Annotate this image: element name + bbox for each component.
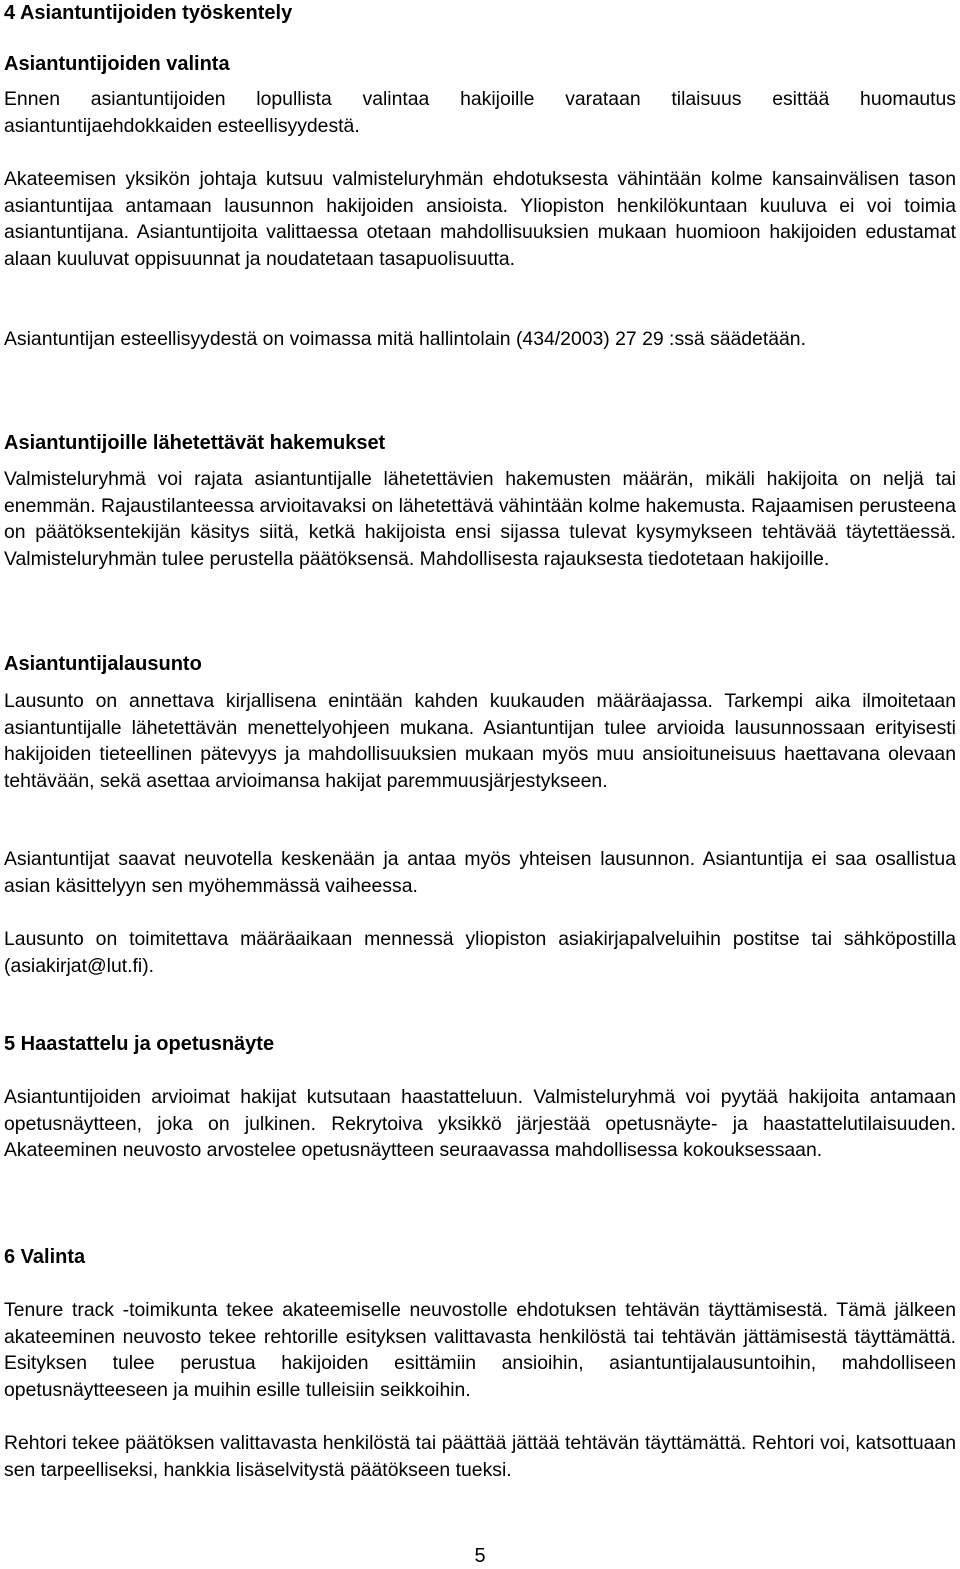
paragraph-valinta-2: Akateemisen yksikön johtaja kutsuu valmisteluryhmän ehdotuksesta vähintään kolme kansainvälisen tason asiantuntijaa antamaan lausunnon hakijoiden ansioista. Yliopiston henkilökuntaan kuuluva ei voi toimia asiantuntijana. Asiantuntijoita valittaessa otetaan mahdollisuuksien mukaan huomioon hakijoiden edustamat alaan kuuluvat oppisuunnat ja noudatetaan tasapuolisuutta.: [4, 168, 956, 270]
paragraph-lausunto-3: Lausunto on toimitettava määräaikaan mennessä yliopiston asiakirjapalveluihin postitse tai sähköpostilla (asiakirjat@lut.fi).: [4, 928, 956, 977]
paragraph-hakemukset-1: Valmisteluryhmä voi rajata asiantuntijalle lähetettävien hakemusten määrän, mikäli hakijoita on neljä tai enemmän. Rajaustilanteessa arvioitavaksi on lähetettävä vähintään kolme hakemusta. Rajaamisen perusteena on päätöksentekijän käsitys siitä, ketkä hakijoista ensi sijassa tulevat kysymykseen tehtävää täytettäessä. Valmisteluryhmän tulee perustella päätöksensä. Mahdollisesta rajauksesta tiedotetaan hakijoille.: [4, 468, 956, 570]
paragraph-valinta-6-1: Tenure track -toimikunta tekee akateemiselle neuvostolle ehdotuksen tehtävän täyttämisestä. Tämä jälkeen akateeminen neuvosto tekee rehtorille esityksen valittavasta henkilöstä tai tehtävän jättämisestä täyttämättä. Esityksen tulee perustua hakijoiden esittämiin ansioihin, asiantuntijalausuntoihin, mahdolliseen opetusnäytteeseen ja muihin esille tulleisiin seikkoihin.: [4, 1299, 956, 1401]
paragraph-valinta-6-2: Rehtori tekee päätöksen valittavasta henkilöstä tai päättää jättää tehtävän täyttämättä. Rehtori voi, katsottuaan sen tarpeelliseksi, hankkia lisäselvitystä päätökseen tueksi.: [4, 1432, 956, 1481]
subheading-asiantuntijalausunto: Asiantuntijalausunto: [4, 653, 202, 675]
paragraph-valinta-1: Ennen asiantuntijoiden lopullista valintaa hakijoille varataan tilaisuus esittää huomautus asiantuntijaehdokkaiden esteellisyydestä.: [4, 88, 956, 137]
paragraph-lausunto-2: Asiantuntijat saavat neuvotella keskenään ja antaa myös yhteisen lausunnon. Asiantuntija ei saa osallistua asian käsittelyyn sen myöhemmässä vaiheessa.: [4, 848, 956, 897]
paragraph-lausunto-1: Lausunto on annettava kirjallisena enintään kahden kuukauden määräajassa. Tarkempi aika ilmoitetaan asiantuntijalle lähetettävän menettelyohjeen mukana. Asiantuntijan tulee arvioida lausunnossaan erityisesti hakijoiden tieteellinen pätevyys ja mahdollisuuksien mukaan myös muu ansioituneisuus haettavana olevaan tehtävään, sekä asettaa arvioimansa hakijat paremmuusjärjestykseen.: [4, 690, 956, 792]
paragraph-valinta-3: Asiantuntijan esteellisyydestä on voimassa mitä hallintolain (434/2003) 27 29 :ssä säädetään.: [4, 328, 806, 350]
section-5-heading: 5 Haastattelu ja opetusnäyte: [4, 1033, 275, 1055]
subheading-asiantuntijoiden-valinta: Asiantuntijoiden valinta: [4, 53, 230, 75]
section-6-heading: 6 Valinta: [4, 1246, 86, 1268]
section-4-heading: 4 Asiantuntijoiden työskentely: [4, 2, 293, 24]
paragraph-haastattelu-1: Asiantuntijoiden arvioimat hakijat kutsutaan haastatteluun. Valmisteluryhmä voi pyytää hakijoita antamaan opetusnäytteen, joka on julkinen. Rekrytoiva yksikkö järjestää opetusnäyte- ja haastattelutilaisuuden. Akateeminen neuvosto arvostelee opetusnäytteen seuraavassa mahdollisessa kokouksessaan.: [4, 1086, 956, 1162]
subheading-lahetettavat-hakemukset: Asiantuntijoille lähetettävät hakemukset: [4, 432, 386, 454]
page-number: 5: [474, 1545, 486, 1567]
